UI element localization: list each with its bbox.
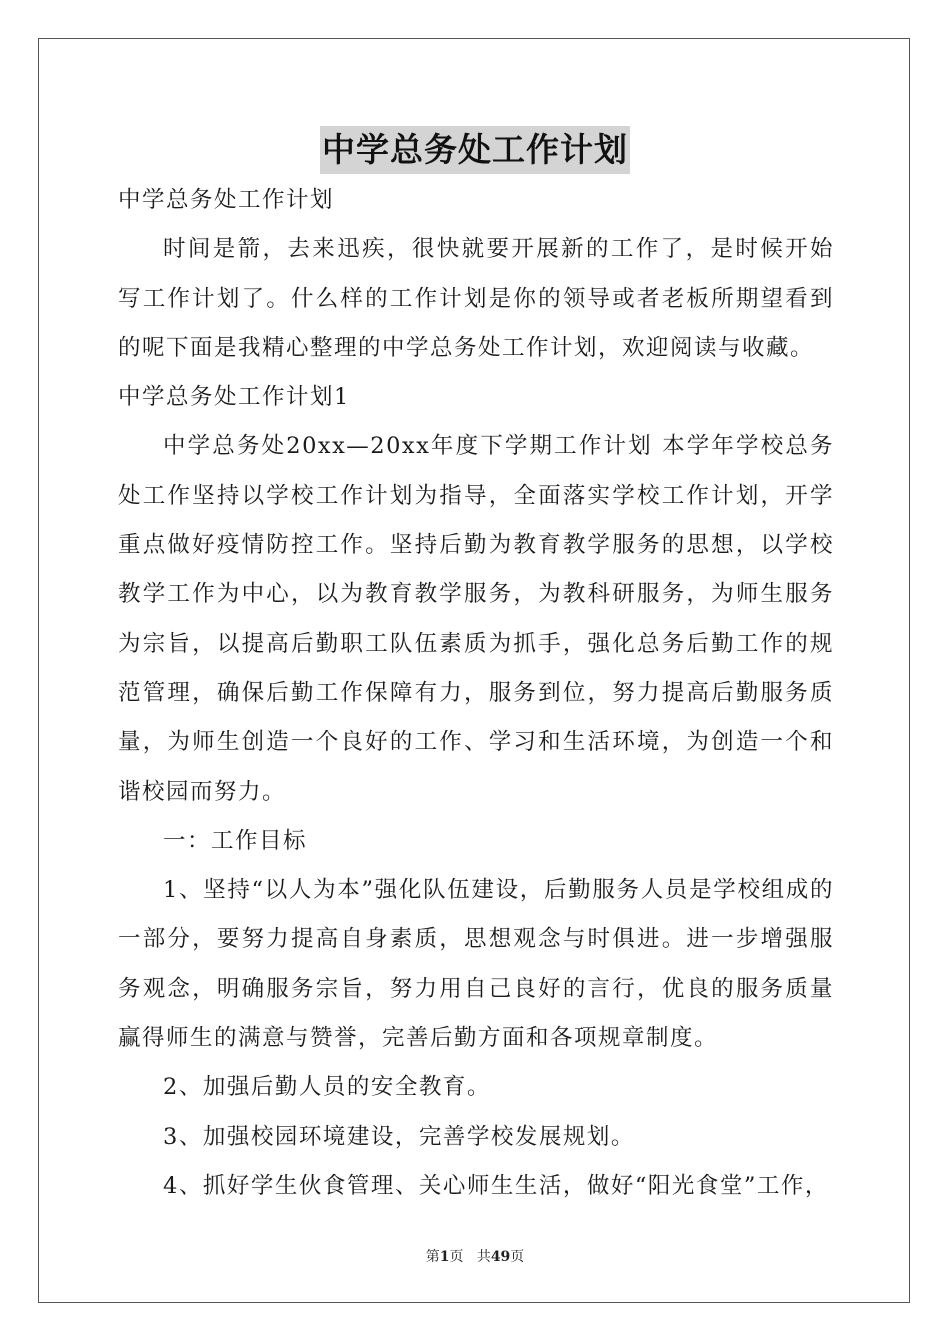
paragraph: 中学总务处20xx—20xx年度下学期工作计划 本学年学校总务处工作坚持以学校工作计划为指导，全面落实学校工作计划，开学重点做好疫情防控工作。坚持后勤为教育教学服务的思想，以学校教学工作为中心，以为教育教学服务，为教科研服务，为师生服务为宗旨，以提高后勤职工队伍素质为抓手，强化总务后勤工作的规范管理，确保后勤工作保障有力，服务到位，努力提高后勤服务质量，为师生创造一个良好的工作、学习和生活环境，为创造一个和谐校园而努力。: [118, 433, 834, 805]
document-title: 中学总务处工作计划: [320, 126, 630, 174]
paragraph: 2、加强后勤人员的安全教育。: [163, 1074, 491, 1101]
total-suffix: 页: [510, 1249, 525, 1265]
total-prefix: 共: [476, 1249, 491, 1265]
page-number: 1: [439, 1249, 450, 1265]
paragraph: 3、加强校园环境建设，完善学校发展规划。: [163, 1123, 635, 1150]
page-footer: [0, 1246, 950, 1266]
document-body: [118, 176, 834, 1211]
page-prefix: 第: [425, 1249, 440, 1265]
title-wrap: [0, 126, 950, 174]
page-suffix: 页: [449, 1249, 464, 1265]
total-pages: 49: [490, 1249, 511, 1265]
paragraph: 时间是箭，去来迅疾，很快就要开展新的工作了，是时候开始写工作计划了。什么样的工作计划是你的领导或者老板所期望看到的呢下面是我精心整理的中学总务处工作计划，欢迎阅读与收藏。: [118, 236, 834, 361]
paragraph: 中学总务处工作计划1: [118, 384, 350, 411]
paragraph: 1、坚持“以人为本”强化队伍建设，后勤服务人员是学校组成的一部分，要努力提高自身素质，思想观念与时俱进。进一步增强服务观念，明确服务宗旨，努力用自己良好的言行，优良的服务质量赢得师生的满意与赞誉，完善后勤方面和各项规章制度。: [118, 877, 834, 1052]
paragraph: 4、抓好学生伙食管理、关心师生生活，做好“阳光食堂”工作，: [163, 1172, 829, 1199]
paragraph: 一：工作目标: [163, 827, 308, 854]
paragraph: 中学总务处工作计划: [118, 187, 335, 213]
